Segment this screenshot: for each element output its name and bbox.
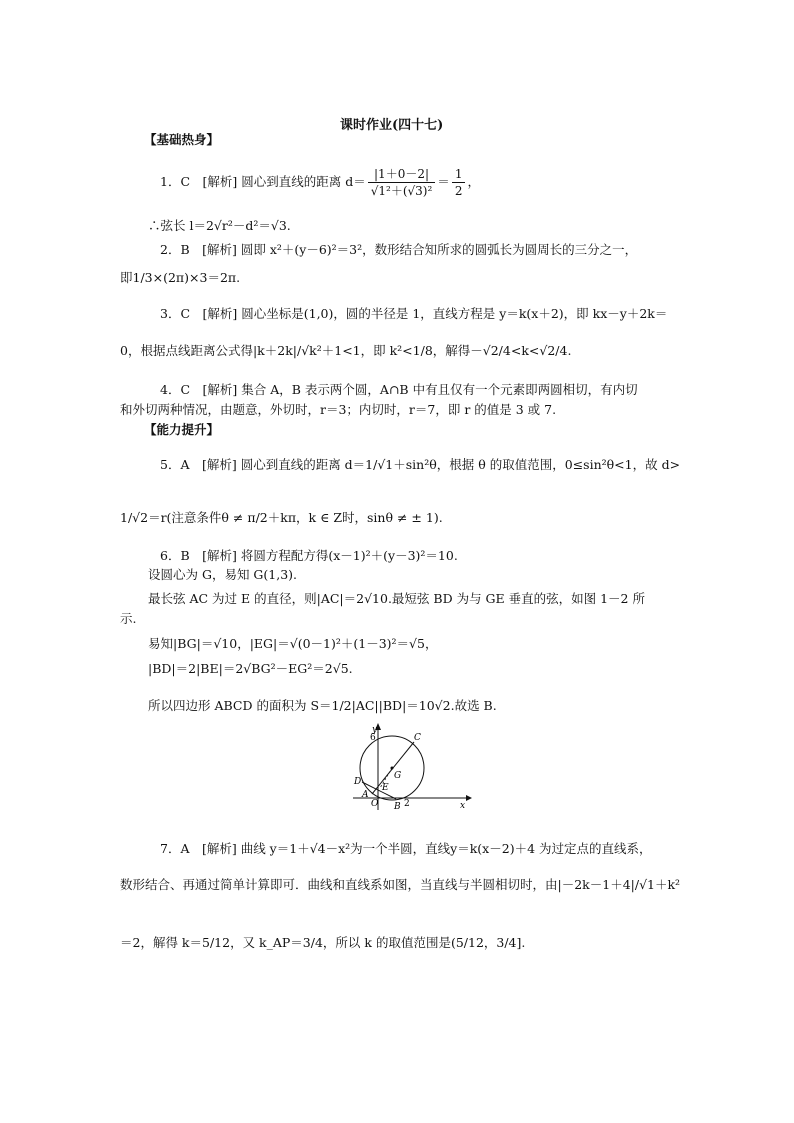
- q6-line6: |BD|＝2|BE|＝2√BG²－EG²＝2√5.: [148, 661, 353, 676]
- label-x: x: [460, 801, 466, 811]
- q1-numerator: |1＋0－2|: [368, 166, 436, 183]
- q6-line5: 易知|BG|＝√10，|EG|＝√(0－1)²＋(1－3)²＝√5，: [148, 636, 438, 651]
- q1-line2: ∴弦长 l＝2√r²－d²＝√3.: [148, 218, 291, 233]
- q6-line7: 所以四边形 ABCD 的面积为 S＝1/2|AC||BD|＝10√2.故选 B.: [148, 698, 497, 713]
- q7-line3: ＝2，解得 k＝5/12，又 k_AP＝3/4，所以 k 的取值范围是(5/12，3/4].: [120, 935, 526, 950]
- q1-text: 1．C [解析] 圆心到直线的距离 d＝: [160, 174, 366, 189]
- x-arrow-icon: [466, 795, 472, 801]
- q6-line3: 最长弦 AC 为过 E 的直径，则|AC|＝2√10.最短弦 BD 为与 GE 垂直的弦，如图 1－2 所: [148, 591, 645, 606]
- q3-line1: 3．C [解析] 圆心坐标是(1,0)，圆的半径是 1，直线方程是 y＝k(x＋2)，即 kx－y＋2k＝: [160, 306, 668, 321]
- label-o: O: [371, 799, 379, 809]
- page-title: 课时作业(四十七): [340, 118, 444, 133]
- label-e: E: [382, 783, 389, 793]
- q1-end: ，: [467, 174, 480, 189]
- q5-line1: 5．A [解析] 圆心到直线的距离 d＝1/√1＋sin²θ，根据 θ 的取值范围，0≤sin²θ<1，故 d>: [160, 457, 681, 472]
- q1-equals: ＝: [437, 174, 450, 189]
- q4-line1: 4．C [解析] 集合 A，B 表示两个圆，A∩B 中有且仅有一个元素即两圆相切，有内切: [160, 382, 638, 397]
- section-basic: 【基础热身】: [144, 132, 220, 147]
- label-y: y: [372, 725, 378, 735]
- q2-line1: 2．B [解析] 圆即 x²＋(y－6)²＝3²，数形结合知所求的圆弧长为圆周长的三分之一，: [160, 242, 638, 257]
- q2-line2: 即1/3×(2π)×3＝2π.: [120, 270, 241, 285]
- q7-line1: 7．A [解析] 曲线 y＝1＋√4－x²为一个半圆，直线y＝k(x－2)＋4 为过定点的直线系，: [160, 841, 652, 856]
- label-6: 6: [370, 733, 376, 743]
- q7-line2: 数形结合、再通过简单计算即可．曲线和直线系如图，当直线与半圆相切时，由|－2k－1＋4|/√1＋k²: [120, 877, 681, 892]
- label-c: C: [414, 733, 421, 743]
- q6-line2: 设圆心为 G，易知 G(1,3).: [148, 567, 298, 582]
- label-2: 2: [404, 799, 410, 809]
- q3-line2: 0，根据点线距离公式得|k＋2k|/√k²＋1<1，即 k²<1/8，解得－√2/4<k<√2/4.: [120, 343, 572, 358]
- label-d: D: [354, 777, 362, 787]
- q1-fraction: [368, 166, 436, 199]
- center-point: [391, 767, 394, 770]
- q5-line2: 1/√2＝r(注意条件θ ≠ π/2＋kπ，k ∈ Z时，sinθ ≠ ± 1).: [120, 510, 443, 525]
- label-g: G: [394, 771, 402, 781]
- figure-circle-diagram: [348, 722, 478, 814]
- q4-line2: 和外切两种情况，由题意，外切时，r＝3；内切时，r＝7，即 r 的值是 3 或 7.: [120, 402, 557, 417]
- section-advanced: 【能力提升】: [144, 422, 220, 437]
- q1-half: [452, 166, 466, 199]
- q6-line1: 6．B [解析] 将圆方程配方得(x－1)²＋(y－3)²＝10.: [160, 548, 458, 563]
- q1-denominator: √1²＋(√3)²: [370, 184, 433, 198]
- q1-half-num: 1: [452, 166, 466, 183]
- q6-line4: 示.: [120, 611, 137, 626]
- q1-line1: [160, 166, 480, 199]
- label-b: B: [394, 802, 401, 812]
- label-a: A: [362, 790, 369, 800]
- q1-half-den: 2: [454, 184, 463, 198]
